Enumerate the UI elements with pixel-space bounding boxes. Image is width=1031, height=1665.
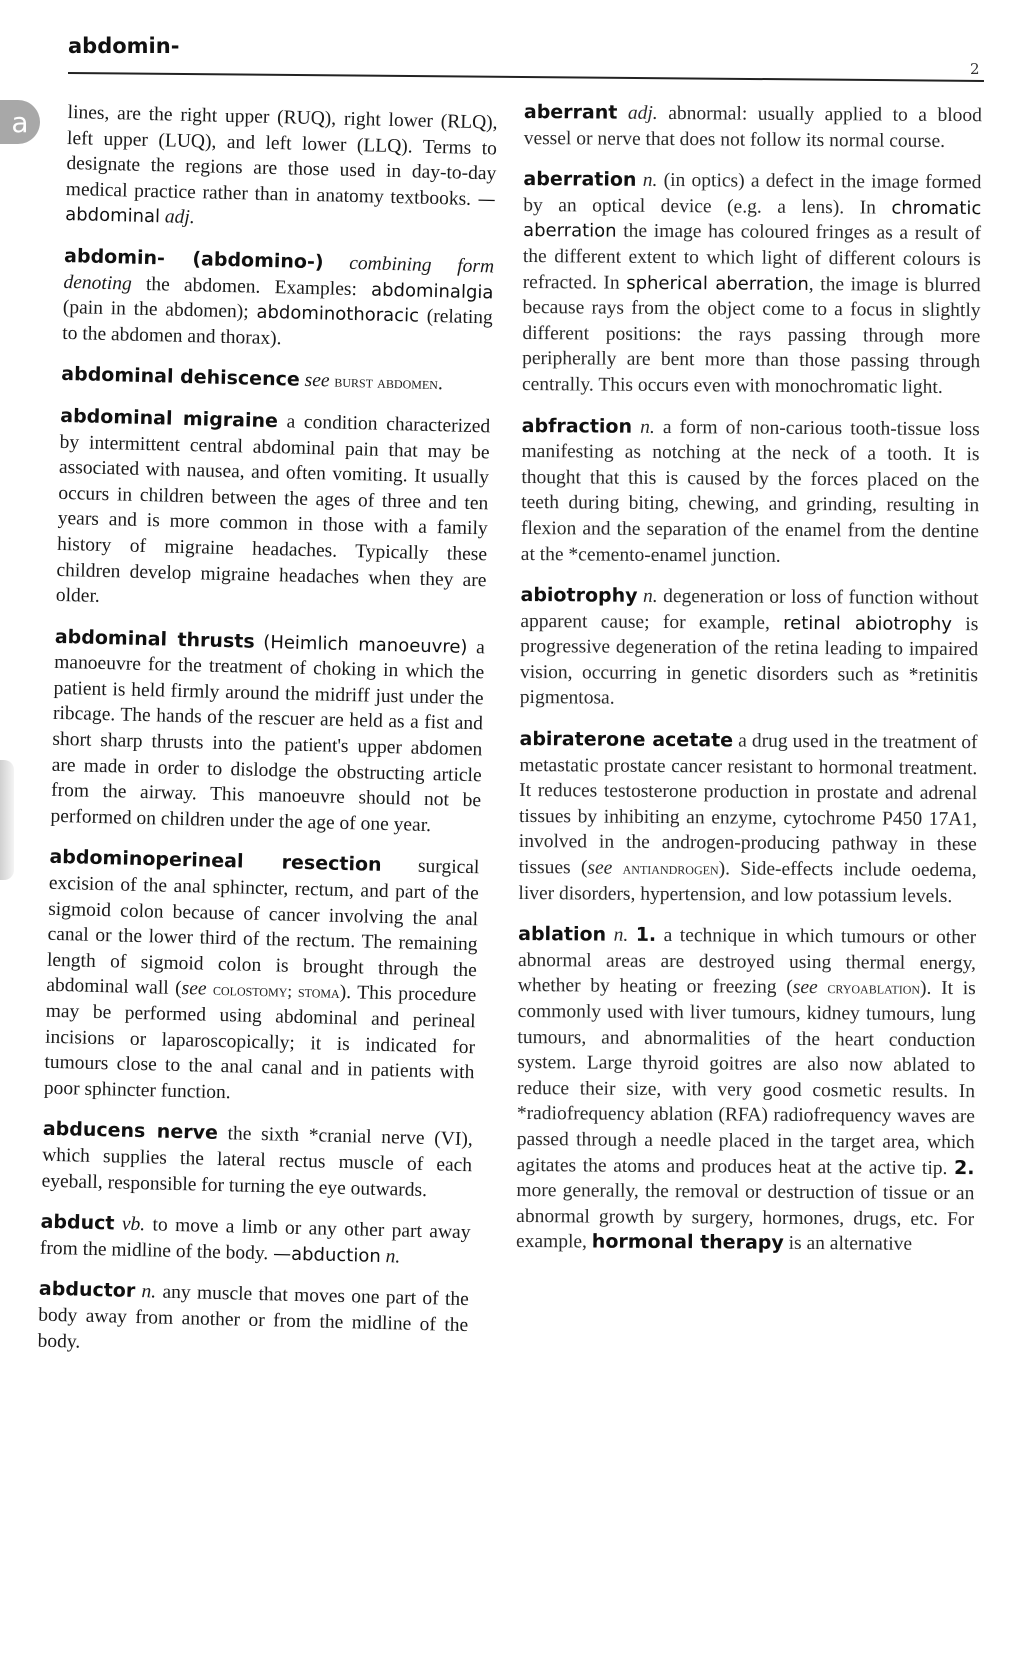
entry-abdomin: abdomin- (abdomino-) combining form denoting the abdomen. Examples: abdominalgia (pain in the abdomen); abdominothoracic (relating to the abdomen and thorax).	[62, 244, 495, 350]
right-column	[516, 100, 982, 1274]
headword: abducens nerve	[42, 1118, 219, 1145]
thumb-index-tab	[0, 100, 40, 144]
header-rule	[68, 72, 984, 82]
headword: abiotrophy	[520, 584, 638, 607]
entry-abdominoperineal-resection: abdominoperineal resection surgical excision of the anal sphincter, rectum, and part of the sigmoid colon because of cancer involving the anal canal or the lower third of the rectum. The remaining length of sigmoid colon is brought through the abdominal wall (see colostomy; stoma). This procedure may be performed using abdominal and perineal incisions or laparoscopically; it is indicated for tumours close to the anal canal and in patients with poor sphincter function.	[43, 846, 480, 1104]
cross-reference: cryoablation	[827, 978, 921, 999]
entry-continuation: lines, are the right upper (RUQ), right lower (RLQ), left upper (LUQ), and left lower (LLQ). Terms to designate the regions are those used in day-to-day medical practice rather than in anatomy textbooks. —abdominal adj.	[64, 101, 498, 229]
entry-abfraction: abfraction n. a form of non-carious tooth-tissue loss manifesting as notching at the neck of a tooth. It is thought that this is caused by the forces placed on the teeth during biting, chewing, and grinding, resulting in flexion and the separation of the enamel from the dentine at the *cemento-enamel junction.	[520, 414, 980, 567]
entry-abiraterone-acetate: abiraterone acetate a drug used in the treatment of metastatic prostate cancer resistant to hormonal treatment. It reduces testosterone production in prostate and adrenal tissues by inhibiting an enzyme, cytochrome P450 17A1, involved in the androgen-producing pathway in these tissues (see antiandrogen). Side-effects include oedema, liver disorders, hypertension, and low potassium levels.	[518, 728, 978, 907]
headword: abdomin- (abdomino-)	[63, 244, 324, 274]
entry-aberrant: aberrant adj. abnormal: usually applied to a blood vessel or nerve that does not follow its normal course.	[523, 100, 982, 152]
headword: abductor	[38, 1277, 136, 1303]
cross-reference: colostomy; stoma	[212, 980, 340, 1003]
headword: abfraction	[521, 414, 633, 438]
page-curl-shadow	[0, 760, 14, 880]
entry-abdominal-migraine: abdominal migraine a condition characterized by intermittent central abdominal pain that may be associated with nausea, and often vomiting. It usually occurs in children between the ages of three and ten years and is more common in those with a family history of migraine headaches. Typically these children develop migraine headaches when they are older.	[55, 404, 491, 608]
headword: aberration	[523, 168, 637, 191]
entry-abduct: abduct vb. to move a limb or any other part away from the midline of the body. —abduction n.	[39, 1210, 471, 1268]
headword: abduct	[40, 1210, 115, 1235]
entry-aberration: aberration n. (in optics) a defect in the image formed by an optical device (e.g. a lens). In chromatic aberration the image has coloured fringes as a result of the different extent to which light of different colours is refracted. In spherical aberration, the image is blurred because rays from the object come to a focus in slightly different positions: the rays passing through more peripherally are bent more than those passing through centrally. This occurs even with monochromatic light.	[521, 168, 982, 398]
headword: abiraterone acetate	[519, 728, 734, 752]
cross-reference: antiandrogen	[622, 858, 719, 879]
headword: abdominal dehiscence	[61, 363, 301, 392]
headword: ablation	[518, 923, 607, 946]
left-column	[37, 100, 498, 1380]
running-head: abdomin-	[68, 34, 180, 58]
headword: aberrant	[523, 100, 618, 124]
derived-term: abdominal	[64, 204, 161, 228]
entry-ablation: ablation n. 1. a technique in which tumours or other abnormal areas are destroyed using thermal energy, whether by heating or freezing (see cryoablation). It is commonly used with liver tumours, kidney tumours, lung tumours, and abnormalities of the heart conduction system. Large thyroid goitres are also now ablated to reduce their size, with very good cosmetic results. In *radiofrequency ablation (RFA) radiofrequency waves are passed through a needle placed in the target area, which agitates the atoms and produces heat at the active tip. 2. more generally, the removal or destruction of tissue or an abnormal growth by surgery, hormones, drugs, etc. For example, hormonal therapy is an alternative	[515, 923, 977, 1256]
headword: abdominal thrusts	[54, 625, 255, 653]
entry-abdominal-thrusts: abdominal thrusts (Heimlich manoeuvre) a manoeuvre for the treatment of choking in which the patient is held firmly around the midriff just under the ribcage. The hands of the rescuer are held as a fist and short sharp thrusts into the patient's upper abdomen are made in order to dislodge the obstructing article from the airway. This manoeuvre should not be performed on children under the age of one year.	[50, 625, 486, 836]
entry-abiotrophy: abiotrophy n. degeneration or loss of function without apparent cause; for example, retinal abiotrophy is progressive degeneration of the retina leading to impaired vision, occurring in genetic disorders such as *retinitis pigmentosa.	[519, 584, 979, 710]
page-number: 2	[970, 60, 980, 78]
entry-abdominal-dehiscence: abdominal dehiscence see burst abdomen.	[61, 363, 444, 395]
entry-abductor: abductor n. any muscle that moves one part of the body away from another or from the midline of the body.	[37, 1277, 470, 1353]
cross-reference: burst abdomen	[334, 371, 439, 394]
thumb-tab-letter: a	[11, 105, 29, 139]
headword: abdominoperineal resection	[49, 846, 382, 877]
entry-abducens-nerve: abducens nerve the sixth *cranial nerve (VI), which supplies the lateral rectus muscle of each eyeball, responsible for turning the eye outwards.	[41, 1118, 473, 1201]
headword: abdominal migraine	[60, 404, 279, 433]
